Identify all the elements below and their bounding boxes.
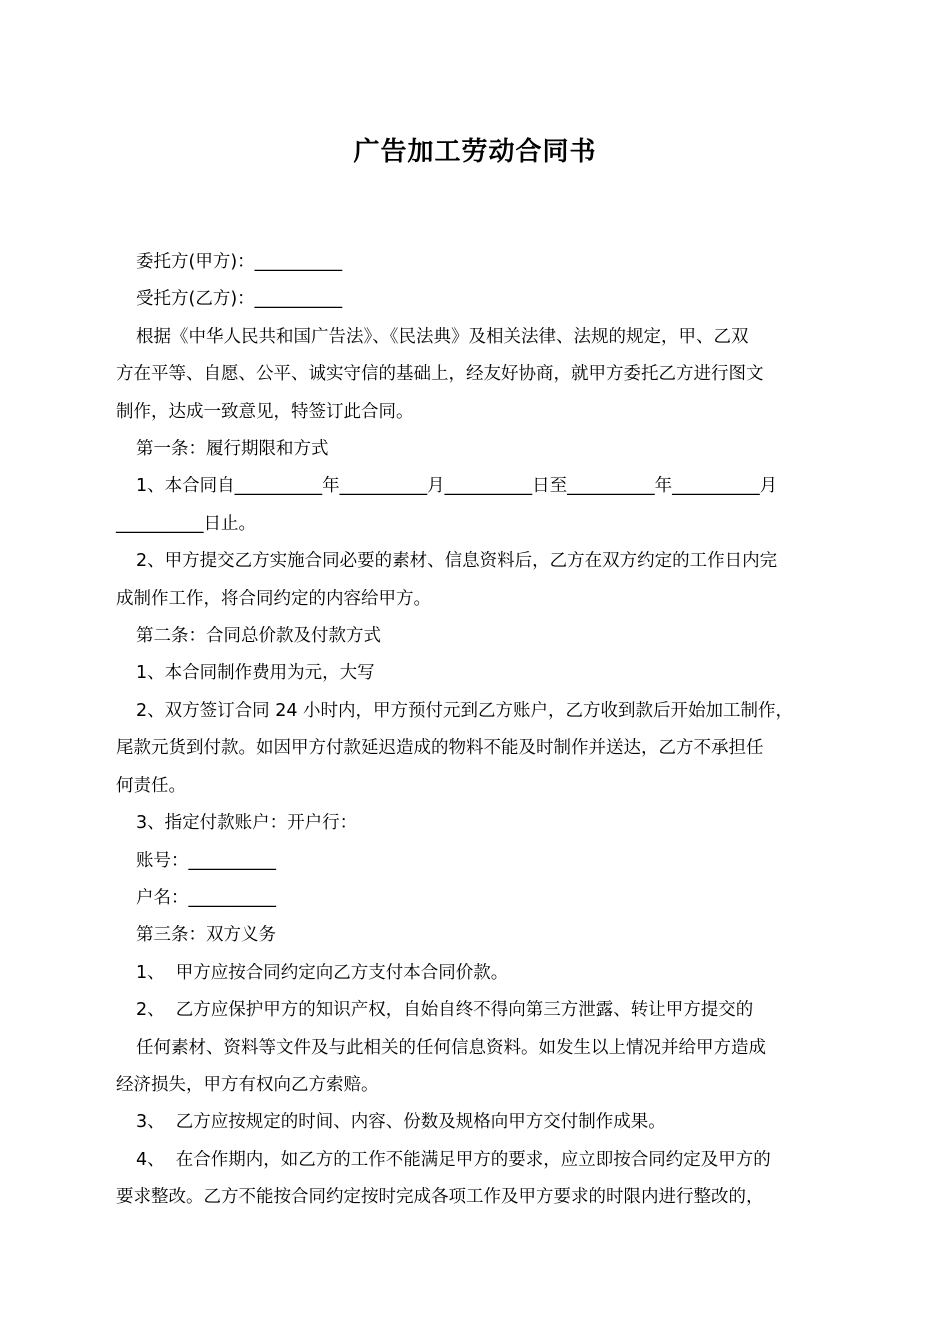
document-body [116, 244, 836, 1217]
article-3-clause-3: 3、 乙方应按规定的时间、内容、份数及规格向甲方交付制作成果。 [136, 1112, 666, 1133]
article-2-clause-1: 1、本合同制作费用为元，大写 [136, 663, 375, 684]
article-2-clause-2: 尾款元货到付款。如因甲方付款延迟造成的物料不能及时制作并送达，乙方不承担任 [116, 738, 764, 759]
party-a-line: 委托方(甲方)：__________ [136, 252, 343, 272]
article-3-clause-4: 4、 在合作期内，如乙方的工作不能满足甲方的要求，应立即按合同约定及甲方的 [136, 1149, 771, 1170]
article-2-clause-2: 何责任。 [116, 775, 186, 796]
article-2-clause-2: 2、双方签订合同 24 小时内，甲方预付元到乙方账户，乙方收到款后开始加工制作， [136, 700, 794, 721]
article-3-clause-1: 1、 甲方应按合同约定向乙方支付本合同价款。 [136, 962, 509, 983]
preamble-line: 方在平等、自愿、公平、诚实守信的基础上，经友好协商，就甲方委托乙方进行图文 [116, 364, 764, 385]
document-title: 广告加工劳动合同书 [353, 137, 597, 167]
article-2-heading: 第二条：合同总价款及付款方式 [136, 626, 381, 647]
article-2-clause-3: 3、指定付款账户：开户行： [136, 813, 358, 834]
preamble-line: 根据《中华人民共和国广告法》、《民法典》及相关法律、法规的规定，甲、乙双 [136, 326, 749, 347]
article-1-heading: 第一条：履行期限和方式 [136, 439, 329, 460]
preamble-line: 制作，达成一致意见，特签订此合同。 [116, 401, 414, 422]
article-1-clause-1: __________日止。 [116, 513, 256, 534]
party-b-line: 受托方(乙方)：__________ [136, 289, 343, 310]
article-3-clause-2: 2、 乙方应保护甲方的知识产权，自始自终不得向第三方泄露、转让甲方提交的 [136, 1000, 754, 1021]
article-3-clause-2: 任何素材、资料等文件及与此相关的任何信息资料。如发生以上情况并给甲方造成 [136, 1037, 766, 1058]
article-1-clause-1: 1、本合同自__________年__________月__________日至__________年__________月 [136, 476, 778, 497]
account-name-line: 户名：__________ [136, 887, 276, 908]
article-3-clause-4: 要求整改。乙方不能按合同约定按时完成各项工作及甲方要求的时限内进行整改的， [116, 1187, 764, 1208]
article-3-clause-2: 经济损失，甲方有权向乙方索赔。 [116, 1074, 379, 1095]
article-1-clause-2: 2、甲方提交乙方实施合同必要的素材、信息资料后，乙方在双方约定的工作日内完 [136, 551, 778, 572]
account-number-line: 账号：__________ [136, 850, 276, 871]
article-3-heading: 第三条：双方义务 [136, 925, 276, 946]
article-1-clause-2: 成制作工作，将合同约定的内容给甲方。 [116, 588, 431, 609]
